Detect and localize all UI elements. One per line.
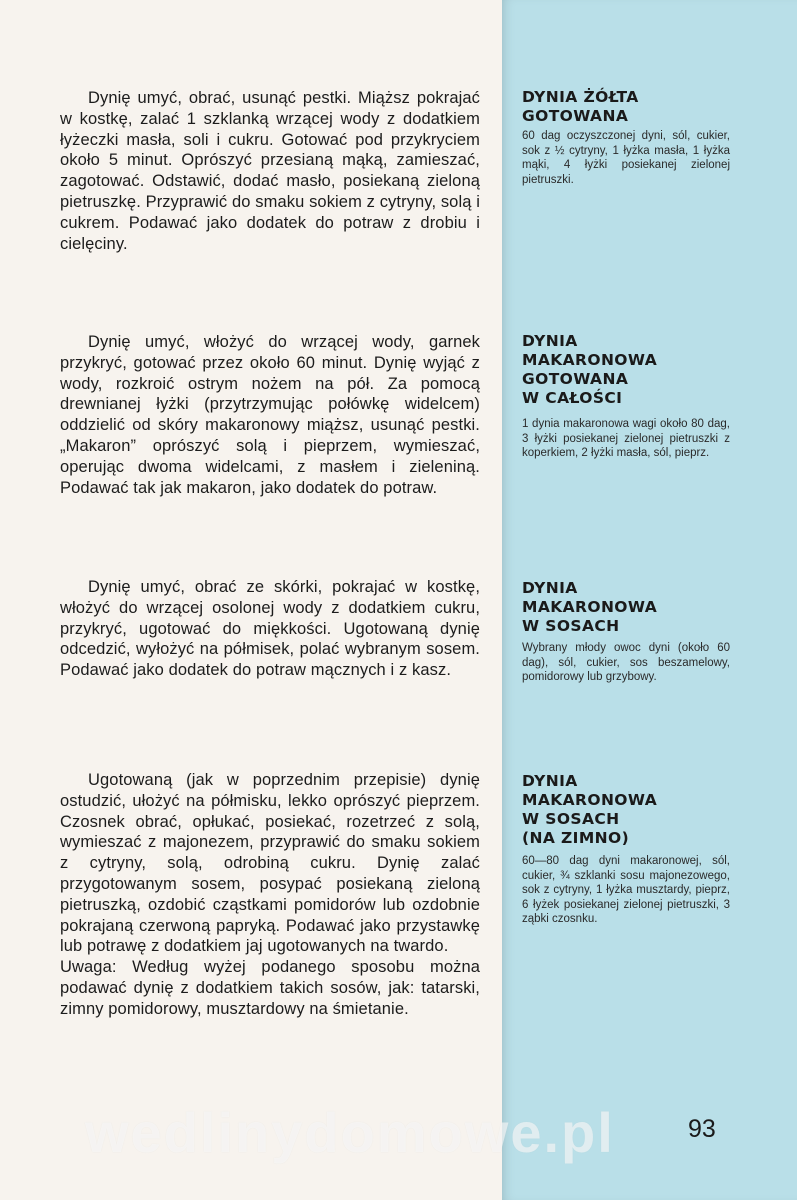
watermark: wedlinydomowe.pl <box>85 1101 615 1164</box>
recipe-2-ingredients: 1 dynia makaronowa wagi około 80 dag, 3 łyżki posiekanej zielonej pietruszki z koperkiem, 2 łyżki masła, sól, pieprz. <box>522 418 730 459</box>
recipe-1-title: DYNIA ŻÓŁTA GOTOWANA <box>522 88 639 125</box>
page-number: 93 <box>688 1115 716 1143</box>
recipe-4-ingredients: 60—80 dag dyni makaronowej, sól, cukier, ¾ szklanki sosu majonezowego, sok z cytryny, 1 łyżka musztardy, pieprz, 6 łyżek posiekanej zielonej pietruszki, 3 ząbki czosnku. <box>522 855 730 925</box>
recipe-1-instructions <box>60 88 480 254</box>
recipe-2-instructions <box>60 332 480 498</box>
recipe-3-title: DYNIA MAKARONOWA W SOSACH <box>522 579 658 635</box>
recipe-1-text: Dynię umyć, obrać, usunąć pestki. Miąższ pokrajać w kostkę, zalać 1 szklanką wrzącej wody z dodatkiem łyżeczki masła, soli i cukru. Gotować pod przykryciem około 5 minut. Oprószyć przesianą mąką, zamieszać, zagotować. Odstawić, dodać masło, posiekaną zieloną pietruszkę. Przyprawić do smaku sokiem z cytryny, solą i cukrem. Podawać jako dodatek do potraw z drobiu i cielęciny. <box>60 89 480 253</box>
recipe-4-title: DYNIA MAKARONOWA W SOSACH (NA ZIMNO) <box>522 772 658 847</box>
recipe-3-text: Dynię umyć, obrać ze skórki, pokrajać w kostkę, włożyć do wrzącej osolonej wody z dodatkiem cukru, przykryć, ugotować do miękkości. Ugotowaną dynię odcedzić, wyłożyć na półmisek, polać wybranym sosem. Podawać jako dodatek do potraw mącznych i z kasz. <box>60 578 480 680</box>
recipe-2-text: Dynię umyć, włożyć do wrzącej wody, garnek przykryć, gotować przez około 60 minut. Dynię wyjąć z wody, rozkroić ostrym nożem na pół. Za pomocą drewnianej łyżki (przytrzymując połówkę widelcem) oddzielić od skóry makaronowy miąższ, usunąć pestki. „Makaron” oprószyć solą i pieprzem, wymieszać, operując dwoma widelcami, z masłem i zieleniną. Podawać tak jak makaron, jako dodatek do potraw. <box>60 333 480 497</box>
recipe-1-ingredients: 60 dag oczyszczonej dyni, sól, cukier, sok z ½ cytryny, 1 łyżka masła, 1 łyżka mąki, 4 łyżki posiekanej zielonej pietruszki. <box>522 130 730 186</box>
recipe-3-ingredients: Wybrany młody owoc dyni (około 60 dag), sól, cukier, sos beszamelowy, pomidorowy lub grzybowy. <box>522 642 730 683</box>
recipe-4-text: Ugotowaną (jak w poprzednim przepisie) dynię ostudzić, ułożyć na półmisku, lekko oprószyć pieprzem. Czosnek obrać, opłukać, posiekać, rozetrzeć z solą, wymieszać z majonezem, przyprawić do smaku sokiem z cytryny, solą, odrobiną cukru. Dynię zalać przygotowanym sosem, posypać posiekaną zieloną pietruszką, ozdobić cząstkami pomidorów lub ozdobnie pokrajaną czerwoną papryką. Podawać jako przystawkę lub potrawę z dodatkiem jaj ugotowanych na twardo. <box>60 771 480 956</box>
recipe-2-title: DYNIA MAKARONOWA GOTOWANA W CAŁOŚCI <box>522 332 658 407</box>
recipe-4-instructions <box>60 770 480 1020</box>
recipe-4-note: Uwaga: Według wyżej podanego sposobu można podawać dynię z dodatkiem takich sosów, jak: tatarski, zimny pomidorowy, musztardowy na śmietanie. <box>60 958 480 1018</box>
recipe-3-instructions <box>60 577 480 681</box>
